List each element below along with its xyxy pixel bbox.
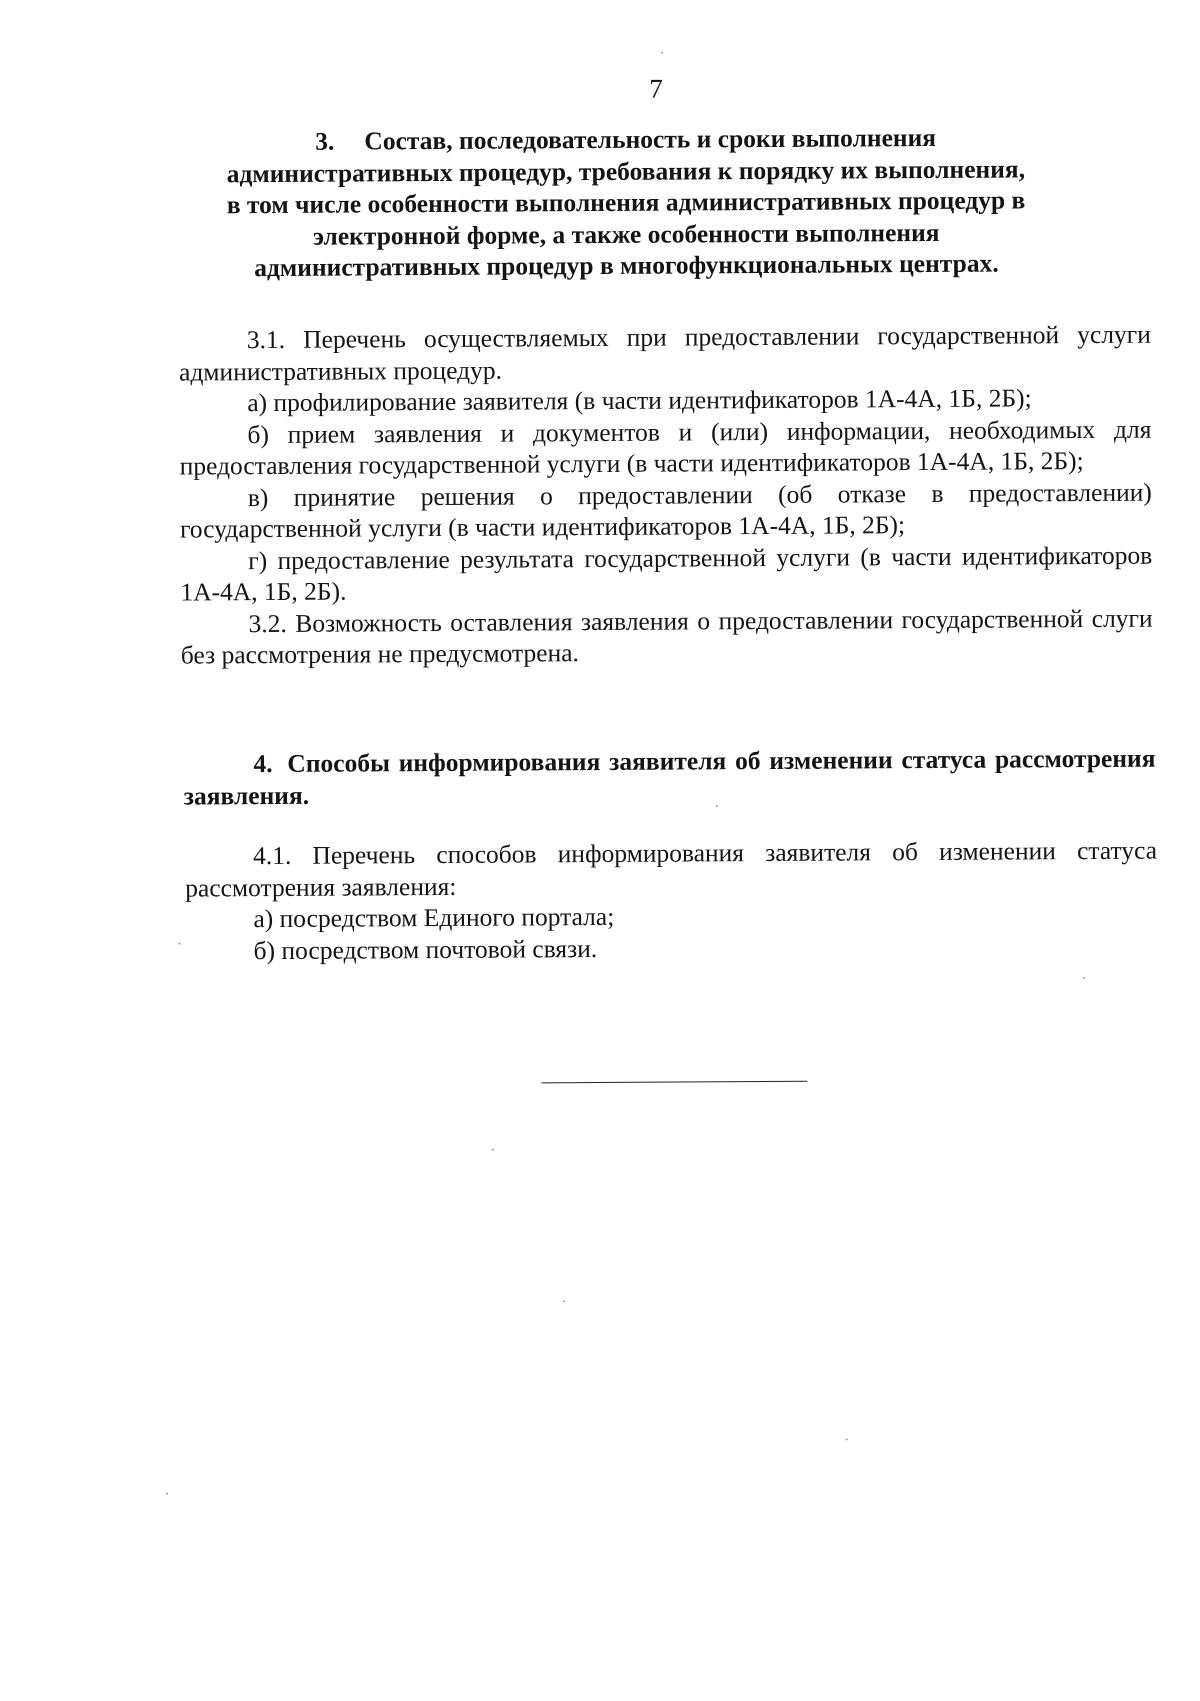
end-divider-line	[541, 1081, 807, 1084]
section-3-heading-line-4: электронной форме, а также особенности выполнения	[312, 217, 940, 251]
scan-speck	[492, 1149, 494, 1151]
section-4-title: Способы информирования заявителя об изменении статуса рассмотрения заявления.	[183, 743, 1156, 811]
section-4-body	[185, 835, 1158, 967]
paragraph-3-2: 3.2. Возможность оставления заявления о предоставлении государственной слуги без рассмотрения не предусмотрена.	[180, 603, 1153, 670]
page-number: 7	[649, 73, 663, 104]
section-4-number: 4.	[253, 748, 273, 779]
scan-speck	[166, 1493, 168, 1495]
list-item-4-a: а) посредством Единого портала;	[253, 901, 615, 934]
section-3-body	[179, 319, 1153, 671]
section-3-heading-line-1: 3. Состав, последовательность и сроки выполнения	[315, 122, 937, 156]
paragraph-4-1: 4.1. Перечень способов информирования заявителя об изменении статуса рассмотрения заявления:	[185, 835, 1158, 903]
scan-speck	[846, 1438, 848, 1440]
section-3-heading	[176, 121, 1077, 284]
scan-speck	[716, 805, 718, 807]
scan-speck	[179, 943, 181, 945]
section-3-heading-line-2: административных процедур, требования к порядку их выполнения,	[226, 153, 1026, 188]
list-item-g: г) предоставление результата государственной услуги (в части идентификаторов 1А-4А, 1Б, 2Б).	[180, 540, 1153, 607]
scan-speck	[661, 52, 663, 54]
list-item-a: а) профилирование заявителя (в части идентификаторов 1А-4А, 1Б, 2Б);	[247, 383, 1032, 418]
paragraph-3-1: 3.1. Перечень осуществляемых при предоставлении государственной услуги административных процедур.	[178, 319, 1151, 387]
section-3-number: 3.	[315, 126, 335, 156]
list-item-v: в) принятие решения о предоставлении (об отказе в предоставлении) государственной услуги (в части идентификаторов 1А-4А, 1Б, 2Б);	[179, 477, 1152, 544]
scan-speck	[1083, 977, 1085, 979]
list-item-b: б) прием заявления и документов и (или) информации, необходимых для предоставления государственной услуги (в части идентификаторов 1А-4А, 1Б, 2Б);	[179, 414, 1152, 481]
section-3-heading-line-5: административных процедур в многофункциональных центрах.	[254, 248, 999, 283]
section-4-heading	[183, 743, 1155, 812]
scan-speck	[563, 1300, 565, 1302]
list-item-4-b: б) посредством почтовой связи.	[253, 933, 598, 965]
section-3-heading-line-3: в том числе особенности выполнения административных процедур в	[226, 185, 1026, 220]
